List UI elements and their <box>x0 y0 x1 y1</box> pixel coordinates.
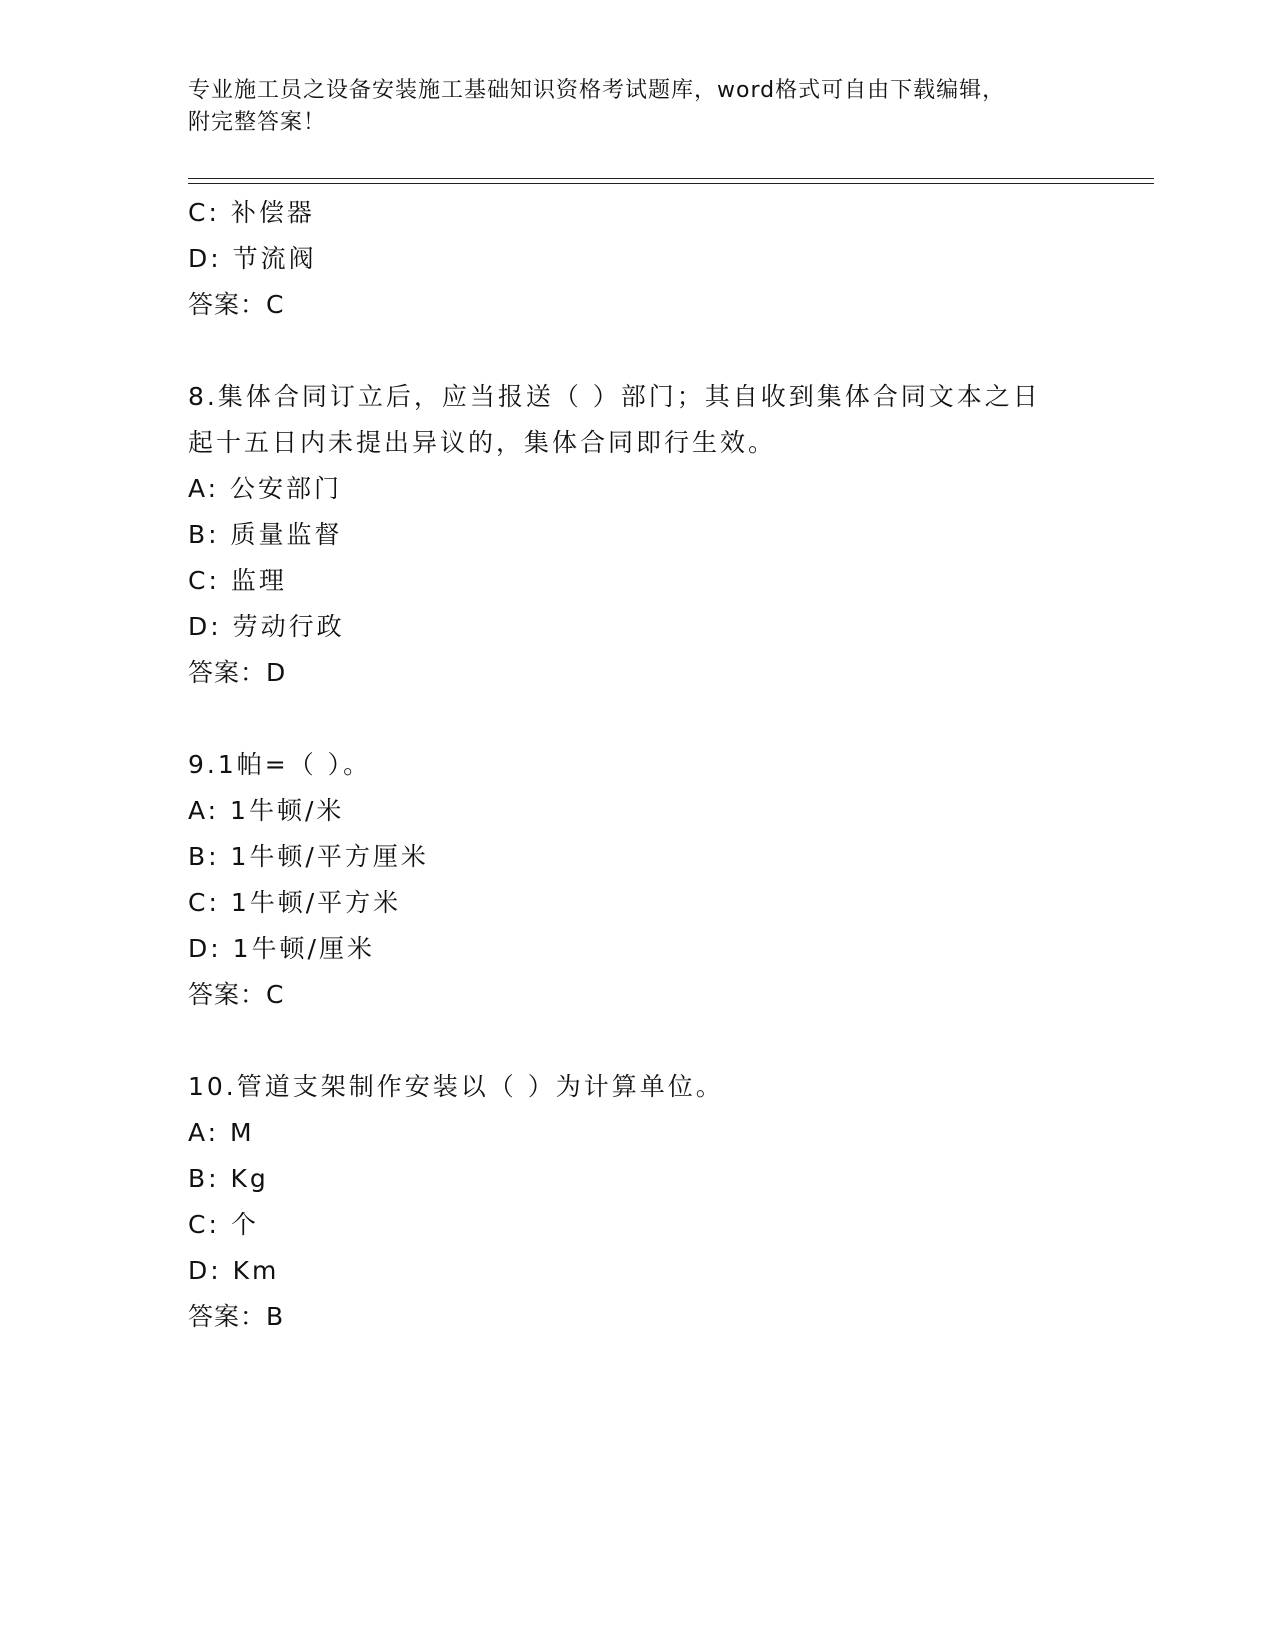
answer-line: 答案：B <box>188 1302 285 1331</box>
block-spacer <box>188 1018 1088 1064</box>
answer-line: 答案：C <box>188 980 285 1009</box>
question-block-9 <box>188 742 1088 1018</box>
option-d: D: Km <box>188 1256 280 1285</box>
answer-line: 答案：D <box>188 658 287 687</box>
option-a: A: 公安部门 <box>188 474 343 503</box>
option-b: B: 质量监督 <box>188 520 343 549</box>
option-d: D: 节流阀 <box>188 244 317 273</box>
question-block-7 <box>188 190 1088 328</box>
question-stem: 9.1帕=（ ）。 <box>188 750 372 779</box>
block-spacer <box>188 328 1088 374</box>
option-c: C: 个 <box>188 1210 259 1239</box>
option-d: D: 1牛顿/厘米 <box>188 934 375 963</box>
option-c: C: 监理 <box>188 566 287 595</box>
option-d: D: 劳动行政 <box>188 612 345 641</box>
header-divider-top <box>188 178 1154 179</box>
option-a: A: 1牛顿/米 <box>188 796 345 825</box>
answer-line: 答案：C <box>188 290 285 319</box>
question-block-10 <box>188 1064 1088 1340</box>
question-stem-line-2: 起十五日内未提出异议的，集体合同即行生效。 <box>188 428 777 457</box>
header-divider-bottom <box>188 183 1154 184</box>
option-b: B: Kg <box>188 1164 269 1193</box>
option-b: B: 1牛顿/平方厘米 <box>188 842 429 871</box>
option-c: C: 补偿器 <box>188 198 315 227</box>
document-header <box>188 75 1088 139</box>
header-line-1: 专业施工员之设备安装施工基础知识资格考试题库，word格式可自由下载编辑， <box>188 78 1006 103</box>
question-stem: 10.管道支架制作安装以（ ）为计算单位。 <box>188 1072 724 1101</box>
header-line-2: 附完整答案！ <box>188 110 327 135</box>
block-spacer <box>188 696 1088 742</box>
question-stem-line-1: 8.集体合同订立后，应当报送（ ）部门；其自收到集体合同文本之日 <box>188 382 1041 411</box>
option-a: A: M <box>188 1118 255 1147</box>
question-block-8 <box>188 374 1088 696</box>
question-list <box>188 190 1088 1340</box>
option-c: C: 1牛顿/平方米 <box>188 888 402 917</box>
